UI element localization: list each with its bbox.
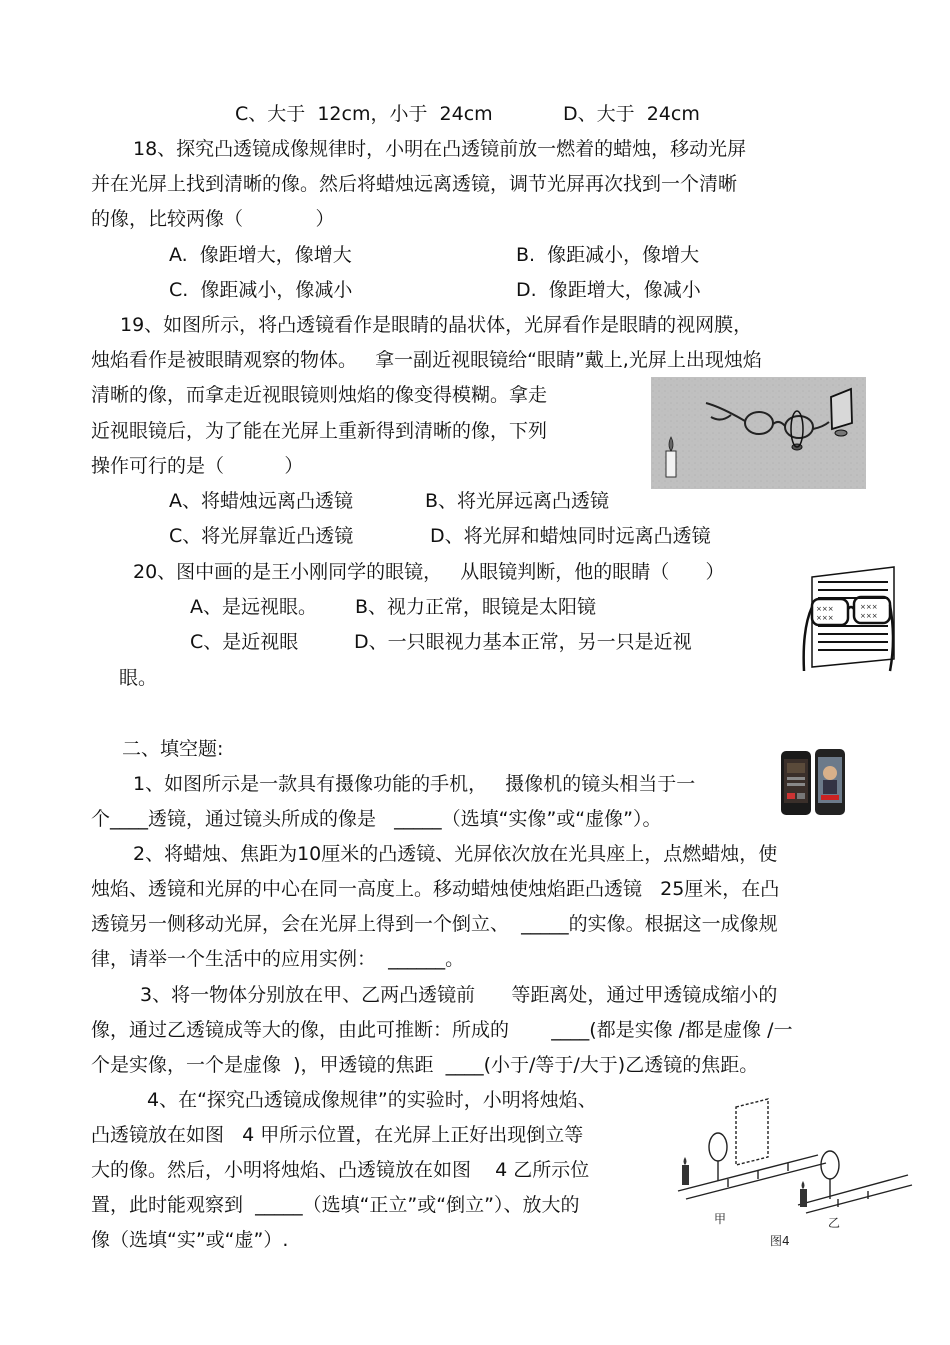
q18-stem-line-1: 18、探究凸透镜成像规律时，小明在凸透镜前放一燃着的蜡烛，移动光屏 xyxy=(133,138,747,160)
q19-stem-line-2: 烛焰看作是被眼睛观察的物体。 拿一副近视眼镜给“眼睛”戴上,光屏上出现烛焰 xyxy=(91,349,762,371)
figure-4-label-jia: 甲 xyxy=(714,1212,727,1226)
fill-3-line-1: 3、将一物体分别放在甲、乙两凸透镜前 等距离处，通过甲透镜成缩小的 xyxy=(140,984,778,1006)
eye-model-figure xyxy=(651,377,866,489)
figure-4-label-yi: 乙 xyxy=(828,1216,841,1230)
phone-figure xyxy=(779,747,847,819)
fill-2-line-4: 律，请举一个生活中的应用实例： ______。 xyxy=(91,948,465,970)
q19-option-c: C、将光屏靠近凸透镜 xyxy=(169,525,354,547)
q18-option-b: B. 像距减小，像增大 xyxy=(516,244,700,266)
svg-text:×××: ××× xyxy=(860,603,878,611)
glasses-figure xyxy=(798,559,900,680)
q19-option-d: D、将光屏和蜡烛同时远离凸透镜 xyxy=(430,525,711,547)
fill-2-line-3: 透镜另一侧移动光屏，会在光屏上得到一个倒立、 _____的实像。根据这一成像规 xyxy=(91,913,778,935)
section-2-title: 二、填空题: xyxy=(122,738,224,760)
fill-1-line-1: 1、如图所示是一款具有摄像功能的手机， 摄像机的镜头相当于一 xyxy=(133,773,696,795)
fill-4-line-5: 像（选填“实”或“虚”）. xyxy=(91,1229,289,1251)
fill-3-line-2: 像，通过乙透镜成等大的像，由此可推断：所成的 ____(都是实像 /都是虚像 /一 xyxy=(91,1019,793,1041)
q17-option-d: D、大于 24cm xyxy=(563,103,700,125)
q20-option-d-continued: 眼。 xyxy=(119,667,158,689)
q18-stem-line-2: 并在光屏上找到清晰的像。然后将蜡烛远离透镜，调节光屏再次找到一个清晰 xyxy=(91,173,738,195)
optical-bench-figure xyxy=(668,1095,918,1253)
q19-stem-line-1: 19、如图所示，将凸透镜看作是眼睛的晶状体，光屏看作是眼睛的视网膜， xyxy=(120,314,753,336)
q19-option-b: B、将光屏远离凸透镜 xyxy=(425,490,610,512)
fill-4-line-1: 4、在“探究凸透镜成像规律”的实验时，小明将烛焰、 xyxy=(147,1089,597,1111)
q19-stem-line-3: 清晰的像，而拿走近视眼镜则烛焰的像变得模糊。拿走 xyxy=(91,384,548,406)
svg-text:×××: ××× xyxy=(816,614,834,622)
q17-option-c: C、大于 12cm，小于 24cm xyxy=(235,103,493,125)
q18-option-a: A. 像距增大，像增大 xyxy=(169,244,352,266)
q19-stem-line-5: 操作可行的是（ ） xyxy=(91,455,304,477)
fill-4-line-4: 置，此时能观察到 _____（选填“正立”或“倒立”）、放大的 xyxy=(91,1194,580,1216)
q19-option-a: A、将蜡烛远离凸透镜 xyxy=(169,490,353,512)
q20-option-b: B、视力正常，眼镜是太阳镜 xyxy=(355,596,597,618)
fill-2-line-1: 2、将蜡烛、焦距为10厘米的凸透镜、光屏依次放在光具座上，点燃蜡烛，使 xyxy=(133,843,778,865)
fill-3-line-3: 个是实像，一个是虚像 )，甲透镜的焦距 ____(小于/等于/大于)乙透镜的焦距。 xyxy=(91,1054,759,1076)
fill-2-line-2: 烛焰、透镜和光屏的中心在同一高度上。移动蜡烛使烛焰距凸透镜 25厘米，在凸 xyxy=(91,878,780,900)
q18-option-d: D. 像距增大，像减小 xyxy=(516,279,701,301)
q19-stem-line-4: 近视眼镜后，为了能在光屏上重新得到清晰的像，下列 xyxy=(91,420,548,442)
fill-1-line-2: 个____透镜，通过镜头所成的像是 _____（选填“实像”或“虚像”）。 xyxy=(91,808,662,830)
figure-4-caption: 图4 xyxy=(770,1234,790,1248)
fill-4-line-2: 凸透镜放在如图 4 甲所示位置，在光屏上正好出现倒立等 xyxy=(91,1124,584,1146)
q20-option-c: C、是近视眼 xyxy=(190,631,299,653)
svg-text:×××: ××× xyxy=(860,612,878,620)
q20-option-d: D、一只眼视力基本正常，另一只是近视 xyxy=(354,631,692,653)
q18-stem-line-3: 的像，比较两像（ ） xyxy=(91,208,335,230)
q20-option-a: A、是远视眼。 xyxy=(190,596,317,618)
svg-text:×××: ××× xyxy=(816,605,834,613)
q20-stem: 20、图中画的是王小刚同学的眼镜， 从眼镜判断，他的眼睛（ ） xyxy=(133,561,725,583)
fill-4-line-3: 大的像。然后，小明将烛焰、凸透镜放在如图 4 乙所示位 xyxy=(91,1159,590,1181)
q18-option-c: C. 像距减小，像减小 xyxy=(169,279,353,301)
